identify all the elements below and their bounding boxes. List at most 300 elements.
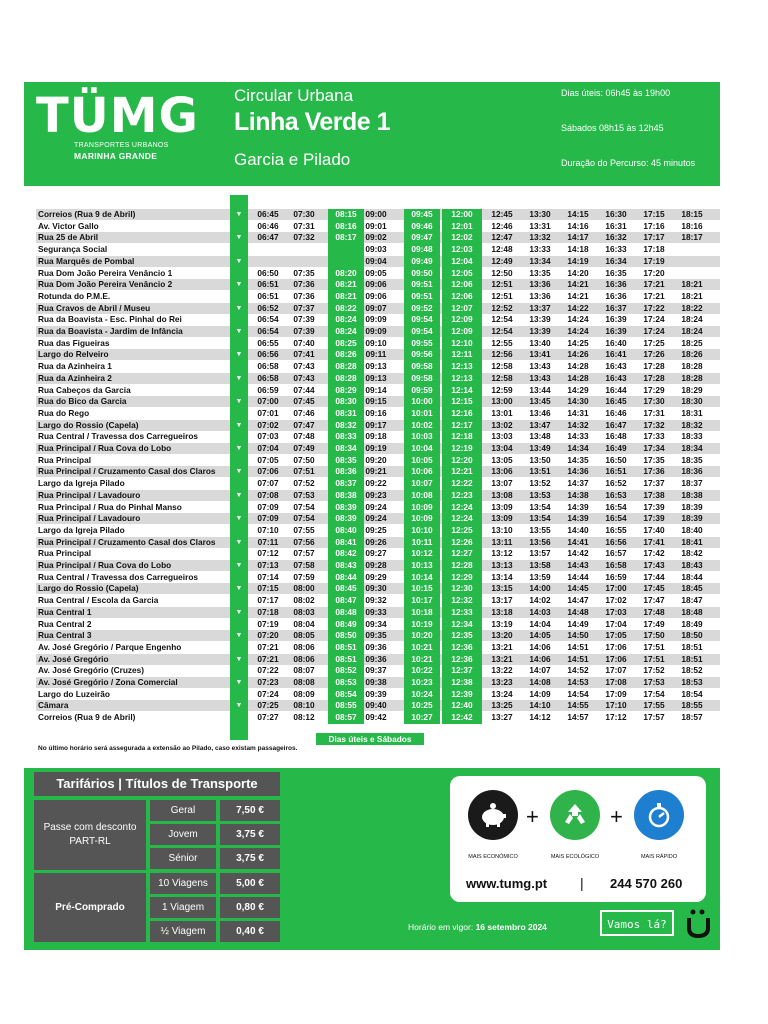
departure-time: 13:47 [529, 419, 551, 430]
departure-time: 14:50 [567, 630, 589, 641]
departure-time: 09:24 [365, 501, 387, 512]
departure-time: 08:52 [335, 665, 357, 676]
down-arrow-icon: ▼ [235, 655, 243, 663]
departure-time: 17:24 [643, 326, 665, 336]
fare-group-precompra: Pré-Comprado [34, 873, 146, 942]
departure-time: 13:44 [529, 384, 551, 395]
table-row [36, 232, 720, 243]
departure-time: 06:47 [257, 232, 279, 243]
stopwatch-icon [634, 790, 684, 840]
departure-time: 07:46 [293, 407, 315, 418]
departure-time: 09:17 [365, 419, 387, 430]
departure-time: 13:59 [529, 571, 551, 582]
departure-time: 12:28 [451, 560, 473, 570]
stop-name: Av. José Gregório / Parque Engenho [38, 641, 182, 652]
departure-time: 13:05 [491, 454, 513, 465]
table-row [36, 431, 720, 442]
departure-time: 09:39 [365, 688, 387, 699]
departure-time: 17:31 [643, 407, 665, 418]
departure-time: 13:17 [491, 595, 513, 606]
departure-time: 16:36 [605, 279, 627, 290]
departure-time: 09:23 [365, 489, 387, 500]
departure-time: 08:57 [335, 712, 357, 723]
departure-time: 14:45 [567, 583, 589, 594]
departure-time: 12:23 [451, 489, 473, 500]
departure-time: 16:53 [605, 489, 627, 500]
fare-price-10-viagens: 5,00 € [220, 873, 280, 894]
departure-time: 08:15 [335, 209, 357, 219]
departure-time: 08:08 [293, 677, 315, 687]
departure-time: 10:20 [411, 630, 433, 641]
departure-time: 17:38 [643, 489, 665, 500]
departure-time: 14:17 [567, 232, 589, 243]
departure-time: 13:45 [529, 396, 551, 407]
fare-label-jovem: Jovem [150, 824, 216, 845]
table-row [36, 466, 720, 477]
departure-time: 07:40 [293, 337, 315, 348]
down-arrow-icon: ▼ [235, 234, 243, 242]
departure-time: 07:43 [293, 361, 315, 372]
departure-time: 08:49 [335, 618, 357, 629]
table-row [36, 303, 720, 314]
departure-time: 07:52 [293, 478, 315, 489]
fare-label-10-viagens: 10 Viagens [150, 873, 216, 894]
stop-name: Rua das Figueiras [38, 337, 110, 348]
departure-time: 12:36 [451, 653, 473, 664]
departure-time: 14:15 [567, 209, 589, 219]
departure-time: 12:03 [451, 244, 473, 255]
stop-name: Av. Victor Gallo [38, 220, 99, 231]
departure-time: 12:19 [451, 443, 473, 453]
departure-time: 16:51 [605, 466, 627, 477]
vamos-la-button[interactable]: Vamos lá? [600, 910, 674, 936]
down-arrow-icon: ▼ [235, 281, 243, 289]
departure-time: 06:52 [257, 302, 279, 313]
departure-time: 14:41 [567, 536, 589, 547]
departure-time: 06:54 [257, 326, 279, 336]
table-row [36, 630, 720, 641]
departure-time: 13:25 [491, 700, 513, 711]
departure-time: 14:02 [529, 595, 551, 606]
departure-time: 10:25 [411, 700, 433, 711]
departure-time: 13:06 [491, 466, 513, 477]
departure-time: 17:15 [643, 209, 665, 219]
departure-time: 09:45 [411, 209, 433, 219]
departure-time: 17:22 [643, 302, 665, 313]
header-banner [24, 82, 720, 186]
departure-time: 13:20 [491, 630, 513, 641]
departure-time: 16:54 [605, 501, 627, 512]
departure-time: 08:43 [335, 560, 357, 570]
tumg-mark-icon [684, 906, 714, 945]
table-row [36, 665, 720, 676]
line-route: Garcia e Pilado [234, 150, 351, 169]
departure-time: 10:02 [411, 419, 433, 430]
departure-time: 09:15 [365, 396, 387, 407]
down-arrow-icon: ▼ [235, 211, 243, 218]
departure-time: 07:49 [293, 443, 315, 453]
departure-time: 09:25 [365, 524, 387, 535]
departure-time: 13:43 [529, 372, 551, 383]
departure-time: 07:06 [257, 466, 279, 477]
departure-time: 09:00 [365, 209, 387, 219]
departure-time: 07:07 [257, 478, 279, 489]
departure-time: 13:53 [529, 489, 551, 500]
departure-time: 12:45 [491, 209, 513, 219]
departure-time: 16:33 [605, 244, 627, 255]
departure-time: 13:41 [529, 349, 551, 360]
departure-time: 18:30 [681, 396, 703, 407]
departure-time: 17:42 [643, 548, 665, 559]
fare-group-pass: Passe com desconto PART-RL [34, 800, 146, 870]
table-row [36, 408, 720, 419]
departure-time: 08:30 [335, 396, 357, 407]
departure-time: 13:56 [529, 536, 551, 547]
departure-time: 18:32 [681, 419, 703, 430]
departure-time: 07:50 [293, 454, 315, 465]
departure-time: 10:11 [411, 536, 433, 547]
stop-name: Rua Principal / Rua do Pinhal Manso [38, 501, 182, 512]
stop-name: Rua Dom João Pereira Venâncio 2 [38, 279, 173, 290]
departure-time: 08:17 [335, 232, 357, 243]
departure-time: 07:08 [257, 489, 279, 500]
departure-time: 17:35 [643, 454, 665, 465]
departure-time: 07:32 [293, 232, 315, 243]
table-row [36, 326, 720, 337]
departure-time: 09:13 [365, 361, 387, 372]
down-arrow-icon: ▼ [235, 515, 243, 523]
down-arrow-icon: ▼ [235, 445, 243, 452]
departure-time: 17:07 [605, 665, 627, 676]
departure-time: 17:57 [643, 712, 665, 723]
caption-economico: MAIS ECONÓMICO [468, 854, 518, 860]
departure-time: 14:06 [529, 653, 551, 664]
line-type: Circular Urbana [234, 86, 354, 105]
departure-time: 13:09 [491, 501, 513, 512]
departure-time: 12:20 [451, 454, 473, 465]
table-row [36, 513, 720, 524]
departure-time: 17:06 [605, 641, 627, 652]
departure-time: 16:48 [605, 431, 627, 442]
departure-time: 13:37 [529, 302, 551, 313]
down-arrow-icon: ▼ [235, 585, 243, 593]
departure-time: 14:26 [567, 349, 589, 360]
departure-time: 07:39 [293, 314, 315, 325]
departure-time: 18:52 [681, 665, 703, 676]
departure-time: 07:03 [257, 431, 279, 442]
departure-time: 08:21 [335, 290, 357, 301]
departure-time: 16:57 [605, 548, 627, 559]
departure-time: 13:12 [491, 548, 513, 559]
table-row [36, 268, 720, 279]
departure-time: 09:56 [411, 349, 433, 360]
departure-time: 07:17 [257, 595, 279, 606]
departure-time: 10:00 [411, 396, 433, 407]
departure-time: 18:54 [681, 688, 703, 699]
departure-time: 14:10 [529, 700, 551, 711]
departure-time: 10:19 [411, 618, 433, 629]
departure-time: 12:47 [491, 232, 513, 243]
departure-time: 16:39 [605, 326, 627, 336]
departure-time: 17:51 [643, 653, 665, 664]
departure-time: 10:14 [411, 571, 433, 582]
departure-time: 18:45 [681, 583, 703, 594]
departure-time: 09:51 [411, 279, 433, 290]
contact-box [450, 866, 706, 902]
departure-time: 09:35 [365, 630, 387, 641]
stop-name: Largo da Igreja Pilado [38, 524, 125, 535]
departure-time: 17:48 [643, 606, 665, 617]
departure-time: 14:08 [529, 677, 551, 687]
departure-time: 08:47 [335, 595, 357, 606]
departure-time: 07:43 [293, 372, 315, 383]
departure-time: 16:59 [605, 571, 627, 582]
departure-time: 16:34 [605, 255, 627, 266]
departure-time: 08:51 [335, 653, 357, 664]
departure-time: 12:17 [451, 419, 473, 430]
departure-time: 18:21 [681, 279, 703, 290]
departure-time: 13:48 [529, 431, 551, 442]
stop-name: Rua da Boavista - Jardim de Infância [38, 326, 183, 336]
departure-time: 09:10 [365, 337, 387, 348]
table-row [36, 654, 720, 665]
departure-time: 17:08 [605, 677, 627, 687]
departure-time: 10:12 [411, 548, 433, 559]
departure-time: 14:55 [567, 700, 589, 711]
departure-time: 17:12 [605, 712, 627, 723]
stop-name: Av. José Gregório [38, 653, 109, 664]
stop-name: Rua do Bico da Garcia [38, 396, 127, 407]
departure-time: 07:31 [293, 220, 315, 231]
departure-time: 17:45 [643, 583, 665, 594]
departure-time: 07:35 [293, 267, 315, 278]
departure-time: 12:29 [451, 571, 473, 582]
departure-time: 18:24 [681, 326, 703, 336]
departure-time: 07:36 [293, 290, 315, 301]
departure-time: 12:06 [451, 279, 473, 290]
departure-time: 08:34 [335, 443, 357, 453]
down-arrow-icon: ▼ [235, 468, 243, 476]
departure-time: 06:51 [257, 290, 279, 301]
departure-time: 14:48 [567, 606, 589, 617]
fare-price-geral: 7,50 € [220, 800, 280, 821]
departure-time: 18:35 [681, 454, 703, 465]
stop-name: Rua Principal / Cruzamento Casal dos Claros [38, 536, 216, 547]
departure-time: 14:21 [567, 290, 589, 301]
departure-time: 17:26 [643, 349, 665, 360]
departure-time: 17:43 [643, 560, 665, 570]
stop-name: Câmara [38, 700, 69, 711]
departure-time: 13:21 [491, 653, 513, 664]
departure-time: 17:21 [643, 279, 665, 290]
phone-number[interactable]: 244 570 260 [610, 876, 683, 891]
departure-time: 14:49 [567, 618, 589, 629]
departure-time: 10:05 [411, 454, 433, 465]
departure-time: 08:00 [293, 583, 315, 594]
departure-time: 13:13 [491, 560, 513, 570]
departure-time: 12:56 [491, 349, 513, 360]
departure-time [328, 244, 364, 255]
departure-time: 07:51 [293, 466, 315, 477]
table-row [36, 548, 720, 559]
departure-time: 12:00 [451, 209, 473, 219]
departure-time: 07:41 [293, 349, 315, 360]
departure-time: 14:39 [567, 501, 589, 512]
contact-separator: | [580, 875, 584, 891]
fare-label-meia-viagem: ½ Viagem [150, 921, 216, 942]
departure-time: 18:36 [681, 466, 703, 477]
stop-name: Largo do Relveiro [38, 349, 109, 360]
departure-time: 13:04 [491, 443, 513, 453]
departure-time: 08:39 [335, 501, 357, 512]
departure-time: 12:49 [491, 255, 513, 266]
departure-time: 13:32 [529, 232, 551, 243]
departure-time: 17:03 [605, 606, 627, 617]
departure-time: 13:23 [491, 677, 513, 687]
valid-from [408, 922, 547, 932]
departure-time: 17:20 [643, 267, 665, 278]
departure-time: 16:50 [605, 454, 627, 465]
departure-time: 13:39 [529, 326, 551, 336]
departure-time: 14:43 [567, 560, 589, 570]
departure-time: 14:52 [567, 665, 589, 676]
departure-time: 16:43 [605, 361, 627, 372]
departure-time: 06:55 [257, 337, 279, 348]
departure-time: 08:48 [335, 606, 357, 617]
departure-time: 18:39 [681, 513, 703, 524]
departure-time: 14:00 [529, 583, 551, 594]
departure-time: 17:51 [643, 641, 665, 652]
fare-price-meia-viagem: 0,40 € [220, 921, 280, 942]
departure-time: 12:40 [451, 700, 473, 711]
table-row [36, 619, 720, 630]
departure-time: 09:24 [365, 513, 387, 524]
departure-time: 12:07 [451, 302, 473, 313]
departure-time: 17:28 [643, 372, 665, 383]
departure-time: 12:58 [491, 361, 513, 372]
departure-time: 14:20 [567, 267, 589, 278]
departure-time: 09:54 [411, 314, 433, 325]
departure-time: 16:52 [605, 478, 627, 489]
logo-city: MARINHA GRANDE [74, 151, 158, 161]
departure-time: 12:46 [491, 220, 513, 231]
stop-name: Rua Central / Escola da Garcia [38, 595, 159, 606]
fare-price-jovem: 3,75 € [220, 824, 280, 845]
departure-time: 10:21 [411, 653, 433, 664]
departure-time: 09:05 [365, 267, 387, 278]
departure-time: 17:05 [605, 630, 627, 641]
departure-time: 09:50 [411, 267, 433, 278]
departure-time: 13:52 [529, 478, 551, 489]
departure-time: 17:06 [605, 653, 627, 664]
departure-time: 18:22 [681, 302, 703, 313]
departure-time: 17:04 [605, 618, 627, 629]
departure-time: 09:47 [411, 232, 433, 243]
stop-name: Rua Central 1 [38, 606, 92, 617]
departure-time: 16:36 [605, 290, 627, 301]
departure-time: 16:58 [605, 560, 627, 570]
departure-time: 13:36 [529, 290, 551, 301]
departure-time: 07:18 [257, 606, 279, 617]
departure-time: 14:29 [567, 384, 589, 395]
departure-time: 18:55 [681, 700, 703, 711]
departure-time: 13:33 [529, 244, 551, 255]
departure-time: 08:28 [335, 361, 357, 372]
departure-time: 12:16 [451, 407, 473, 418]
stop-name: Rua 25 de Abril [38, 232, 99, 243]
departure-time: 13:11 [491, 536, 513, 547]
departure-time: 12:26 [451, 536, 473, 547]
departure-time: 08:12 [293, 712, 315, 723]
departure-time: 12:32 [451, 595, 473, 606]
departure-time: 08:09 [293, 688, 315, 699]
table-row [36, 338, 720, 349]
stop-name: Rua do Rego [38, 407, 90, 418]
table-row [36, 689, 720, 700]
table-row [36, 455, 720, 466]
piggy-bank-icon [468, 790, 518, 840]
departure-time: 18:26 [681, 349, 703, 360]
departure-time: 09:54 [411, 326, 433, 336]
departure-time: 10:10 [411, 524, 433, 535]
fare-label-geral: Geral [150, 800, 216, 821]
departure-time: 12:33 [451, 606, 473, 617]
down-arrow-icon: ▼ [235, 608, 243, 616]
departure-time: 17:34 [643, 443, 665, 453]
departure-time: 09:30 [365, 583, 387, 594]
departure-time: 10:09 [411, 501, 433, 512]
fares-title: Tarifários | Títulos de Transporte [34, 772, 280, 796]
departure-time: 13:49 [529, 443, 551, 453]
departure-time: 10:23 [411, 677, 433, 687]
table-row [36, 244, 720, 255]
table-row [36, 478, 720, 489]
fare-price-1-viagem: 0,80 € [220, 897, 280, 918]
departure-time: 13:18 [491, 606, 513, 617]
departure-time: 12:51 [491, 279, 513, 290]
departure-time: 17:53 [643, 677, 665, 687]
table-row [36, 595, 720, 606]
departure-time: 17:29 [643, 384, 665, 395]
departure-time: 08:40 [335, 524, 357, 535]
weekday-saturday-label: Dias úteis e Sábados [316, 733, 424, 745]
departure-time: 12:59 [491, 384, 513, 395]
departure-time: 16:55 [605, 524, 627, 535]
table-row [36, 373, 720, 384]
departure-time: 12:48 [491, 244, 513, 255]
departure-time: 12:35 [451, 630, 473, 641]
departure-time: 07:10 [257, 524, 279, 535]
departure-time: 14:28 [567, 361, 589, 372]
departure-time: 18:48 [681, 606, 703, 617]
departure-time: 14:28 [567, 372, 589, 383]
departure-time: 18:53 [681, 677, 703, 687]
departure-time: 18:38 [681, 489, 703, 500]
table-row [36, 314, 720, 325]
website-link[interactable]: www.tumg.pt [466, 876, 548, 891]
departure-time: 18:16 [681, 220, 703, 231]
departure-time: 14:24 [567, 326, 589, 336]
departure-time: 07:44 [293, 384, 315, 395]
departure-time: 12:58 [491, 372, 513, 383]
table-row [36, 443, 720, 454]
departure-time: 07:04 [257, 443, 279, 453]
departure-time: 13:15 [491, 583, 513, 594]
departure-time: 09:26 [365, 536, 387, 547]
departure-time: 17:39 [643, 513, 665, 524]
departure-time: 14:38 [567, 489, 589, 500]
departure-time: 12:14 [451, 384, 473, 395]
